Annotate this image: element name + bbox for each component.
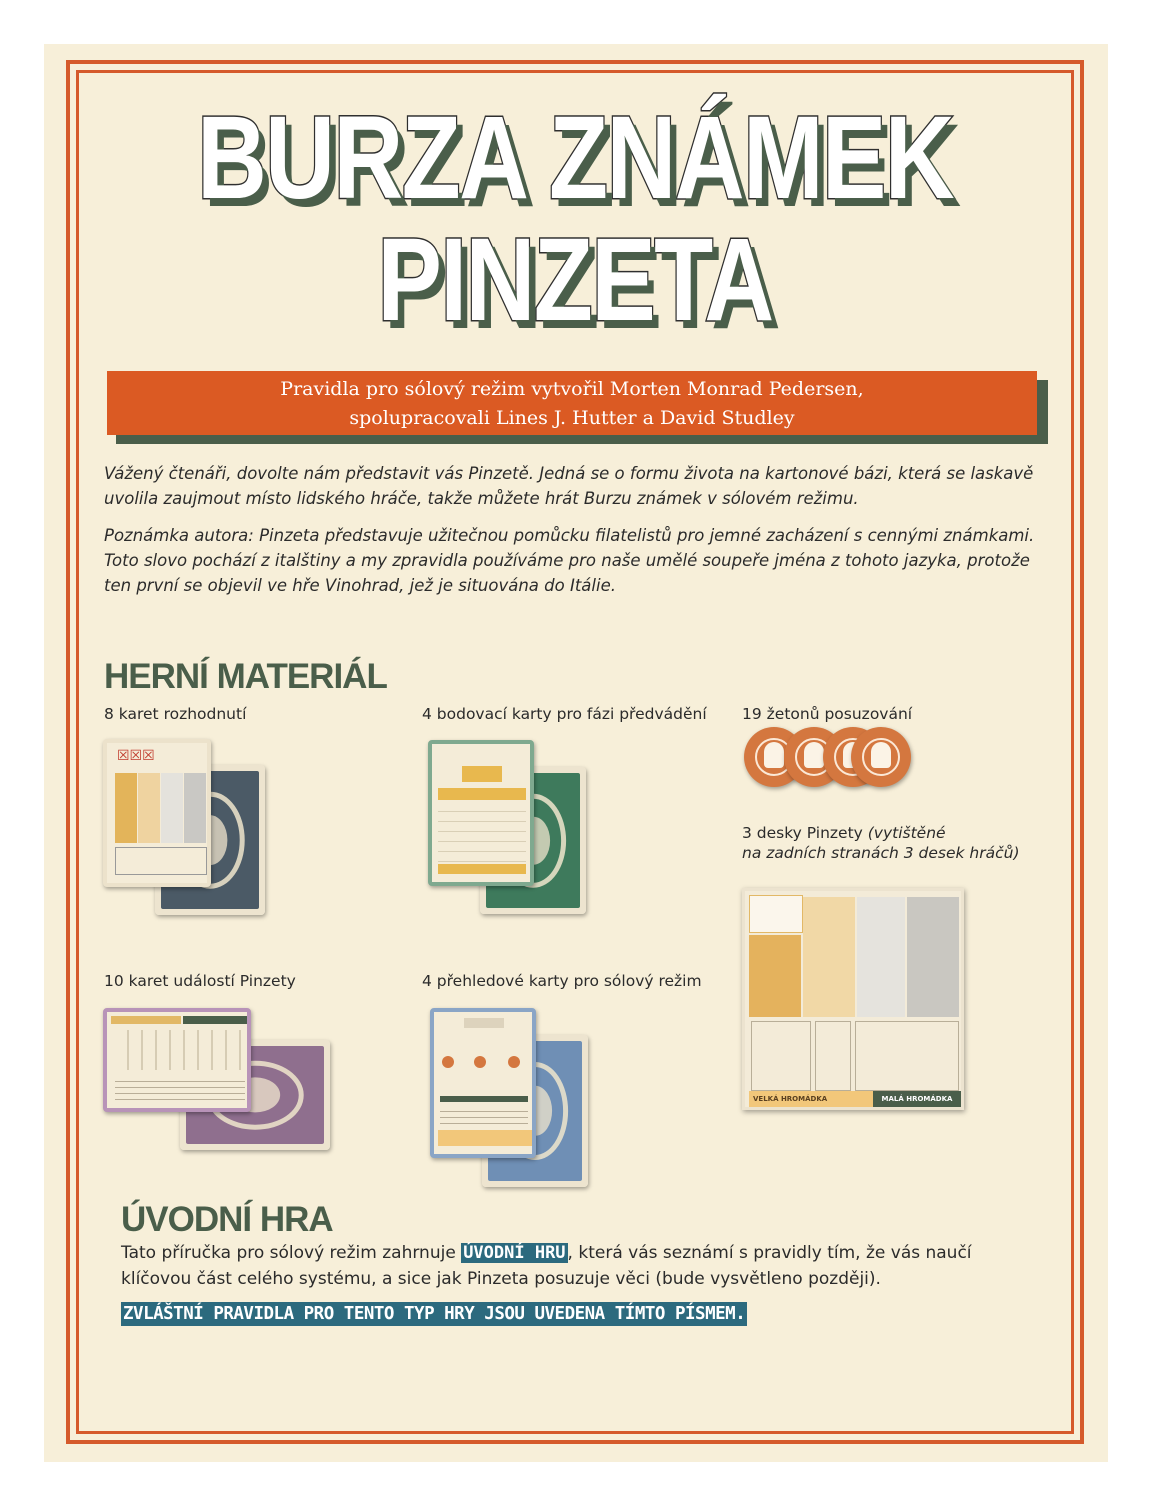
- board-column-3: [857, 897, 905, 1017]
- special-rules-note: ZVLÁŠTNÍ PRAVIDLA PRO TENTO TYP HRY JSOU UVEDENA TÍMTO PÍSMEM.: [123, 1304, 746, 1324]
- overview-token-icon: [442, 1056, 454, 1068]
- credits-line2: spolupracovali Lines J. Hutter a David Studley: [349, 407, 795, 429]
- intro-game-text: [121, 1240, 1041, 1292]
- board-slot-2: [815, 1021, 851, 1091]
- board-label-box: [749, 895, 803, 933]
- credits-line1: Pravidla pro sólový režim vytvořil Morten Monrad Pedersen,: [280, 378, 864, 400]
- decision-slots: [115, 847, 207, 875]
- decision-column-1: [115, 773, 137, 843]
- decision-marks-icon: ☒☒☒: [117, 748, 155, 764]
- decision-column-2: [138, 773, 160, 843]
- author-note: Poznámka autora: Pinzeta představuje užitečnou pomůcku filatelistů pro jemné zacházení s cennými známkami. Toto slovo pochází z italštiny a my zpravidla používáme pro naše umělé soupeře jména z tohoto jazyka, protože ten první se objevil ve hře Vinohrad, jež je situována do Itálie.: [104, 526, 1035, 595]
- board-slot-1: [751, 1021, 811, 1091]
- ribbon-icon: [764, 742, 784, 768]
- boards-label-main: 3 desky Pinzety: [742, 824, 868, 842]
- event-card-front: [103, 1008, 251, 1112]
- board-slot-3: [855, 1021, 959, 1091]
- ribbon-icon: [804, 742, 824, 768]
- boards-label: [742, 823, 1042, 863]
- decision-column-3: [161, 773, 183, 843]
- overview-token-icon: [508, 1056, 520, 1068]
- event-card-grid: [115, 1030, 245, 1070]
- board-column-1: [749, 935, 801, 1017]
- overview-footer: [438, 1130, 532, 1146]
- intro-game-text-end: , která vás seznámí s pravidly tím, že vás naučí klíčovou část celého systému, a sice jak Pinzeta posuzuje věci (bude vysvětleno později).: [121, 1243, 972, 1289]
- board-column-4: [907, 897, 959, 1017]
- main-title-line2: PINZETA: [377, 214, 773, 346]
- event-card-header-left: [111, 1016, 181, 1024]
- scoring-card-front: [428, 740, 534, 886]
- main-title-line1: BURZA ZNÁMEK: [196, 92, 954, 224]
- decision-column-4: [184, 773, 206, 843]
- intro-game-highlight: ÚVODNÍ HRU: [463, 1243, 566, 1263]
- overview-cards-label: 4 přehledové karty pro sólový režim: [422, 972, 702, 990]
- overview-divider: [440, 1096, 528, 1102]
- event-card-text: [115, 1076, 245, 1104]
- scoring-cards-label: 4 bodovací karty pro fázi předvádění: [422, 705, 707, 723]
- overview-card-title: [464, 1018, 504, 1028]
- decision-cards-label: 8 karet rozhodnutí: [104, 705, 247, 723]
- board-small-pile-label: MALÁ HROMÁDKA: [873, 1091, 961, 1107]
- tokens-label: 19 žetonů posuzování: [742, 705, 913, 723]
- event-cards-label: 10 karet událostí Pinzety: [104, 972, 296, 990]
- overview-token-icon: [474, 1056, 486, 1068]
- overview-text: [440, 1106, 528, 1124]
- ribbon-icon: [871, 742, 891, 768]
- board-column-2: [803, 897, 855, 1017]
- credits-banner: [107, 371, 1037, 435]
- scoring-table: [438, 802, 526, 862]
- scoring-table-header: [438, 788, 526, 800]
- judgement-token: [851, 727, 911, 787]
- boards-note-2: na zadních stranách 3 desek hráčů): [742, 844, 1020, 862]
- scoring-card-badge: [462, 766, 502, 782]
- intro-game-heading: ÚVODNÍ HRA: [121, 1200, 333, 1239]
- pinzeta-board: [742, 888, 964, 1110]
- event-card-header-right: [183, 1016, 247, 1024]
- intro-game-text-start: Tato příručka pro sólový režim zahrnuje: [121, 1243, 462, 1263]
- overview-card-front: [430, 1008, 536, 1158]
- scoring-table-footer: [438, 864, 526, 874]
- decision-card-front: [103, 739, 211, 887]
- board-big-pile-label: VELKÁ HROMÁDKA: [749, 1091, 873, 1107]
- boards-note-1: (vytištěné: [867, 824, 946, 842]
- intro-paragraph: Vážený čtenáři, dovolte nám představit vás Pinzetě. Jedná se o formu života na kartonové bázi, která se laskavě uvolila zaujmout místo lidského hráče, takže můžete hrát Burzu známek v sólovém režimu.: [104, 464, 1034, 508]
- components-heading: HERNÍ MATERIÁL: [104, 657, 387, 696]
